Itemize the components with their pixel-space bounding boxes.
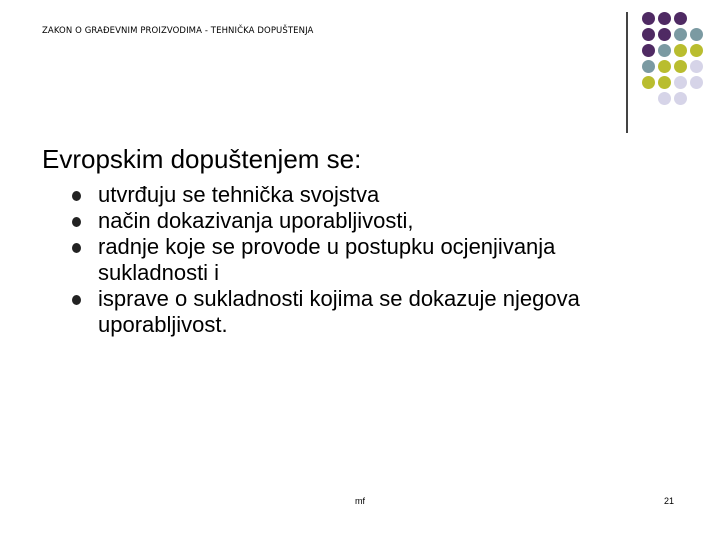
decor-dot (658, 92, 671, 105)
decor-dot (642, 60, 655, 73)
decor-dot (690, 44, 703, 57)
page-number: 21 (664, 496, 675, 506)
bullet-item-3 (72, 234, 692, 286)
vertical-divider (626, 12, 628, 133)
decor-dot (674, 92, 687, 105)
decor-dot (658, 60, 671, 73)
decor-dot (658, 76, 671, 89)
decor-dot (674, 76, 687, 89)
decor-dot (642, 28, 655, 41)
bullet-dot-icon (72, 217, 81, 227)
bullet-line: isprave o sukladnosti kojima se dokazuje njegova (98, 286, 580, 311)
decor-dot (642, 12, 655, 25)
bullet-line: uporabljivost. (98, 312, 228, 337)
decor-dot (674, 60, 687, 73)
bullet-line: utvrđuju se tehnička svojstva (98, 182, 380, 207)
bullet-item-4 (72, 286, 692, 338)
decor-dot (658, 12, 671, 25)
header-title: ZAKON O GRAĐEVNIM PROIZVODIMA - TEHNIČKA DOPUŠTENJA (42, 26, 314, 36)
decor-dot (642, 76, 655, 89)
decor-dot (690, 60, 703, 73)
footer-author: mf (355, 496, 365, 506)
decor-dot (690, 76, 703, 89)
bullet-dot-icon (72, 191, 81, 201)
decor-dot (642, 44, 655, 57)
bullet-line: način dokazivanja uporabljivosti, (98, 208, 414, 233)
decor-dot (690, 28, 703, 41)
decor-dot (658, 28, 671, 41)
decor-dot (674, 44, 687, 57)
decor-dot (674, 12, 687, 25)
bullet-item-1 (72, 182, 692, 208)
decor-dot (658, 44, 671, 57)
bullet-list (72, 182, 692, 338)
bullet-dot-icon (72, 295, 81, 305)
bullet-item-2 (72, 208, 692, 234)
bullet-line: sukladnosti i (98, 260, 220, 285)
decor-dot (674, 28, 687, 41)
slide-heading: Evropskim dopuštenjem se: (42, 144, 362, 174)
bullet-dot-icon (72, 243, 81, 253)
bullet-line: radnje koje se provode u postupku ocjenjivanja (98, 234, 556, 259)
